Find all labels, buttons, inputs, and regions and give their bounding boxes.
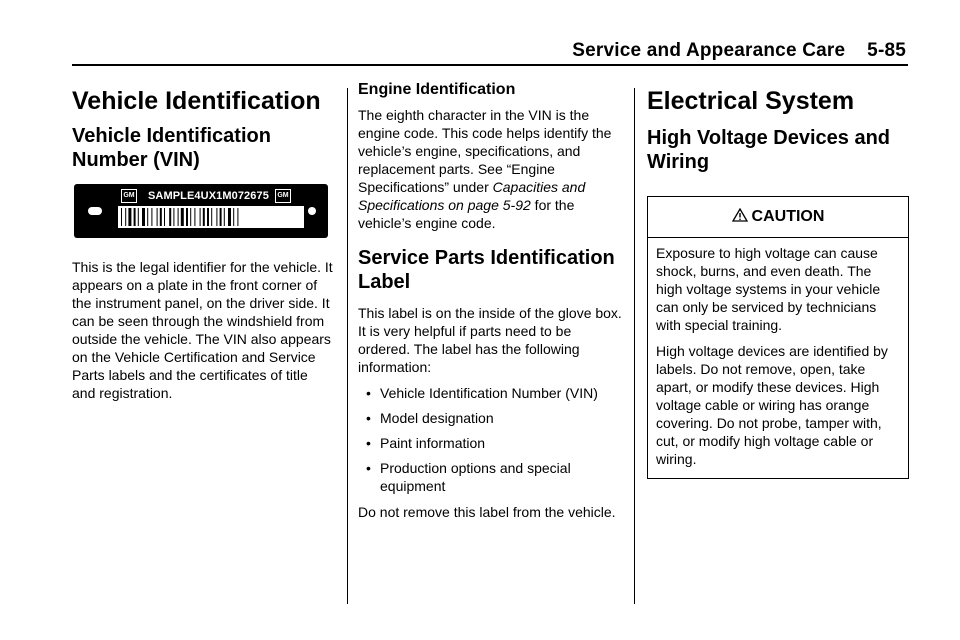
capacities-reference-link[interactable]: Capacities and Specifications on page 5‑92 bbox=[358, 179, 586, 213]
caution-paragraph-1: Exposure to high voltage can cause shock, burns, and even death. The high voltage systems in your vehicle can only be serviced by technicians with special training. bbox=[656, 245, 881, 333]
caution-paragraph-2: High voltage devices are identified by labels. Do not remove, open, take apart, or modify these devices. High voltage cable or wiring has orange covering. Do not probe, tamper with, cut, or modify high voltage cable or wiring. bbox=[656, 343, 888, 467]
column-electrical-system bbox=[647, 80, 909, 479]
heading-engine-identification: Engine Identification bbox=[358, 81, 516, 98]
barcode-bar bbox=[224, 208, 225, 226]
page-number: 5-85 bbox=[867, 40, 906, 61]
caution-box bbox=[647, 196, 909, 479]
column-engine-and-parts bbox=[358, 80, 622, 529]
caution-body bbox=[648, 238, 908, 478]
barcode-bar bbox=[128, 208, 131, 226]
barcode-bar bbox=[169, 208, 171, 226]
column-divider-2 bbox=[634, 88, 635, 604]
barcode-bar bbox=[190, 208, 191, 226]
list-item-text: Production options and special equipment bbox=[380, 460, 571, 494]
heading-vehicle-identification: Vehicle Identification bbox=[72, 87, 321, 115]
barcode-bar bbox=[233, 208, 234, 226]
column-divider-1 bbox=[347, 88, 348, 604]
page-header-title bbox=[572, 40, 906, 62]
list-item-text: Vehicle Identification Number (VIN) bbox=[380, 385, 598, 401]
gm-logo-icon: GM bbox=[121, 189, 137, 203]
barcode-bar bbox=[160, 208, 162, 226]
vin-text: SAMPLE4UX1M072675 bbox=[148, 190, 269, 202]
vin-description: This is the legal identifier for the vehicle. It appears on a plate in the front corner of the instrument panel, on the driver side. It can be seen through the windshield from outside the vehicle. The VIN also appears on the Vehicle Certification and Service Parts labels and the certificates of title and registration. bbox=[72, 259, 333, 401]
barcode-bar bbox=[194, 208, 195, 226]
spid-info-list bbox=[358, 384, 622, 495]
barcode-bar bbox=[181, 208, 184, 226]
engine-text: The eighth character in the VIN is the engine code. This code helps identify the vehicle’s engine, specifications, and replacement parts. See “Engine Specifications” under bbox=[358, 107, 612, 195]
barcode-bar bbox=[220, 208, 222, 226]
barcode-bar bbox=[200, 208, 201, 226]
barcode-bar bbox=[142, 208, 145, 226]
barcode-bar bbox=[125, 208, 126, 226]
vin-plate-image bbox=[74, 184, 328, 238]
barcode-bar bbox=[207, 208, 209, 226]
list-item bbox=[358, 384, 622, 402]
vin-plate-hole bbox=[308, 207, 316, 215]
bullet-icon: • bbox=[366, 435, 371, 451]
list-item-text: Paint information bbox=[380, 435, 486, 451]
barcode-graphic bbox=[118, 206, 304, 228]
heading-service-parts-label: Service Parts Identification Label bbox=[358, 247, 615, 293]
heading-high-voltage: High Voltage Devices and Wiring bbox=[647, 127, 891, 173]
heading-electrical-system: Electrical System bbox=[647, 87, 855, 115]
barcode-bar bbox=[178, 208, 179, 226]
barcode-bar bbox=[134, 208, 136, 226]
barcode-bar bbox=[203, 208, 205, 226]
list-item bbox=[358, 459, 622, 495]
caution-title: CAUTION bbox=[751, 208, 825, 225]
barcode-bar bbox=[173, 208, 174, 226]
barcode-bar bbox=[121, 208, 122, 226]
barcode-bar bbox=[237, 208, 238, 226]
spid-description: This label is on the inside of the glove box. It is very helpful if parts need to be ordered. The label has the following information: bbox=[358, 305, 622, 375]
page-header bbox=[72, 36, 908, 66]
vin-plate-slot bbox=[88, 207, 102, 215]
bullet-icon: • bbox=[366, 460, 371, 476]
heading-vin: Vehicle Identification Number (VIN) bbox=[72, 125, 271, 171]
list-item bbox=[358, 409, 622, 427]
barcode-bar bbox=[138, 208, 139, 226]
barcode-bar bbox=[216, 208, 217, 226]
engine-description bbox=[358, 106, 622, 232]
list-item bbox=[358, 434, 622, 452]
barcode-bar bbox=[164, 208, 165, 226]
barcode-bar bbox=[186, 208, 188, 226]
list-item-text: Model designation bbox=[380, 410, 494, 426]
gm-logo-icon: GM bbox=[275, 189, 291, 203]
warning-icon bbox=[732, 208, 748, 222]
barcode-bar bbox=[147, 208, 148, 226]
barcode-bar bbox=[151, 208, 152, 226]
engine-text-end: for the vehicle’s engine code. bbox=[358, 197, 575, 231]
spid-closing: Do not remove this label from the vehicle. bbox=[358, 504, 616, 520]
barcode-bar bbox=[157, 208, 158, 226]
bullet-icon: • bbox=[366, 385, 371, 401]
barcode-bar bbox=[228, 208, 231, 226]
barcode-bar bbox=[211, 208, 212, 226]
bullet-icon: • bbox=[366, 410, 371, 426]
column-vehicle-identification bbox=[72, 80, 334, 410]
section-title: Service and Appearance Care bbox=[572, 40, 846, 61]
caution-header bbox=[648, 197, 908, 238]
